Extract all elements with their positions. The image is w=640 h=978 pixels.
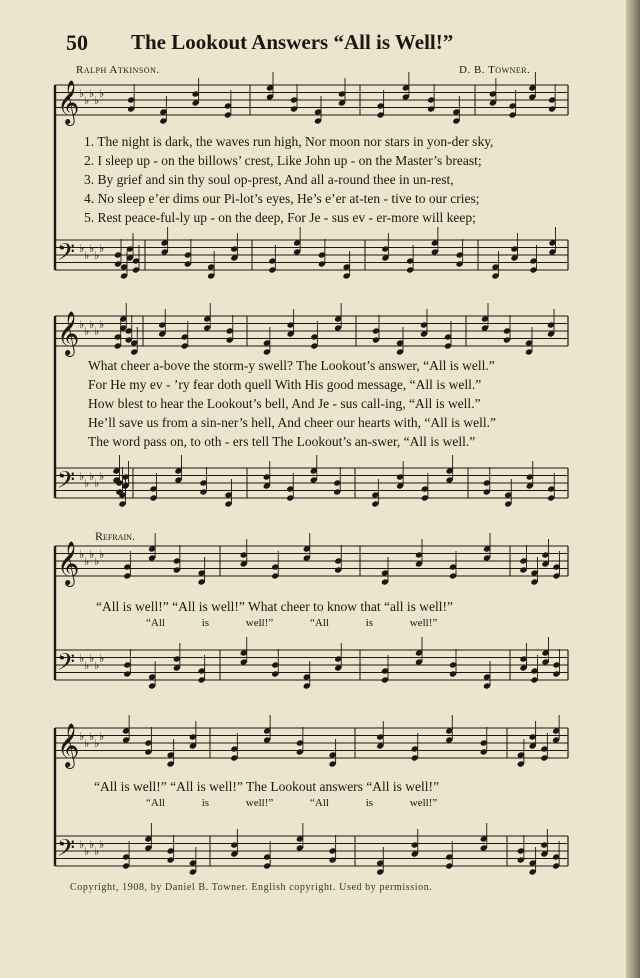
bass-staff-3-flat: ♭: [99, 652, 105, 665]
bass-staff-4-flat: ♭: [99, 838, 105, 851]
refrain-bass-lyric-1: “All is well!” “All is well!”: [146, 617, 438, 629]
treble-staff-1-flat: ♭: [89, 87, 95, 100]
bass-staff-4-flat: ♭: [94, 845, 100, 858]
verse-line: 3. By grief and sin thy soul op-prest, And all a-round thee in un-rest,: [84, 172, 454, 187]
treble-staff-3-flat: ♭: [84, 555, 90, 568]
bass-staff-3-flat: ♭: [84, 659, 90, 672]
treble-staff-2-flat: ♭: [84, 325, 90, 338]
bass-staff-4-flat: ♭: [84, 845, 90, 858]
bass-staff-1-flat: ♭: [84, 249, 90, 262]
verse-block-1: [84, 134, 574, 229]
treble-staff-3-flat: ♭: [79, 548, 85, 561]
treble-staff-1-flat: ♭: [99, 87, 105, 100]
treble-staff-2-flat: ♭: [79, 318, 85, 331]
bass-staff-3-clef: 𝄢: [57, 648, 76, 681]
bass-staff-4-clef: 𝄢: [57, 834, 76, 867]
verse-block-2: [88, 358, 568, 453]
bass-staff-2-clef: 𝄢: [57, 466, 76, 499]
composer-credit: D. B. Towner.: [459, 64, 531, 76]
treble-staff-3-flat: ♭: [99, 548, 105, 561]
refrain-lyric-2: “All is well!” “All is well!” The Lookout answers “All is well!”: [94, 779, 440, 794]
hymn-title: The Lookout Answers “All is Well!”: [131, 30, 454, 54]
treble-staff-3-clef: 𝄞: [57, 541, 80, 585]
treble-staff-1-flat: ♭: [84, 94, 90, 107]
treble-staff-2-flat: ♭: [94, 325, 100, 338]
treble-staff-4-flat: ♭: [79, 730, 85, 743]
bass-staff-2-flat: ♭: [99, 470, 105, 483]
treble-staff-2-flat: ♭: [99, 318, 105, 331]
bass-staff-3-flat: ♭: [94, 659, 100, 672]
bass-staff-3-flat: ♭: [79, 652, 85, 665]
copyright-notice: Copyright, 1908, by Daniel B. Towner. English copyright. Used by permission.: [70, 882, 433, 893]
treble-staff-3-flat: ♭: [89, 548, 95, 561]
treble-staff-4-clef: 𝄞: [57, 723, 80, 767]
bass-staff-4-flat: ♭: [79, 838, 85, 851]
verse-line: 5. Rest peace-ful-ly up - on the deep, For Je - sus ev - er-more will keep;: [84, 210, 476, 225]
refrain-lyric-1: “All is well!” “All is well!” What cheer to know that “all is well!”: [96, 599, 454, 614]
verse-line: 1. The night is dark, the waves run high, Nor moon nor stars in yon-der sky,: [84, 134, 494, 149]
bass-staff-1-flat: ♭: [94, 249, 100, 262]
bass-staff-1-flat: ♭: [79, 242, 85, 255]
treble-staff-3-flat: ♭: [94, 555, 100, 568]
refrain-bass-lyric-2: “All is well!” “All is well!”: [146, 797, 438, 809]
lyricist-credit: Ralph Atkinson.: [76, 64, 160, 76]
hymn-number: 50: [66, 30, 88, 55]
bass-staff-3-flat: ♭: [89, 652, 95, 665]
treble-staff-2-clef: 𝄞: [57, 311, 80, 355]
bass-staff-2-flat: ♭: [89, 470, 95, 483]
treble-staff-4-flat: ♭: [99, 730, 105, 743]
bass-staff-2-flat: ♭: [79, 470, 85, 483]
verse-line: 4. No sleep e’er dims our Pi-lot’s eyes, He’s e’er at-ten - tive to our cries;: [84, 191, 480, 206]
bass-staff-2-flat: ♭: [84, 477, 90, 490]
bass-staff-2-flat: ♭: [94, 477, 100, 490]
bass-staff-1-flat: ♭: [99, 242, 105, 255]
bass-staff-1-clef: 𝄢: [57, 238, 76, 271]
bass-staff-4-flat: ♭: [89, 838, 95, 851]
treble-staff-1-flat: ♭: [79, 87, 85, 100]
treble-staff-1-clef: 𝄞: [57, 80, 80, 124]
refrain-label: Refrain.: [95, 529, 135, 543]
verse-line: 2. I sleep up - on the billows’ crest, Like John up - on the Master’s breast;: [84, 153, 482, 168]
bass-staff-1-flat: ♭: [89, 242, 95, 255]
verse-line: He’ll save us from a sin-ner’s hell, And cheer our hearts with, “All is well.”: [88, 415, 497, 430]
verse-line: How blest to hear the Lookout’s bell, And Je - sus call-ing, “All is well.”: [88, 396, 481, 411]
treble-staff-4-flat: ♭: [94, 737, 100, 750]
treble-staff-1-flat: ♭: [94, 94, 100, 107]
treble-staff-4-flat: ♭: [89, 730, 95, 743]
treble-staff-4-flat: ♭: [84, 737, 90, 750]
verse-line: For He my ev - ’ry fear doth quell With His good message, “All is well.”: [88, 377, 482, 392]
verse-line: The word pass on, to oth - ers tell The Lookout’s an-swer, “All is well.”: [88, 434, 476, 449]
verse-line: What cheer a-bove the storm-y swell? The Lookout’s answer, “All is well.”: [88, 358, 495, 373]
treble-staff-2-flat: ♭: [89, 318, 95, 331]
